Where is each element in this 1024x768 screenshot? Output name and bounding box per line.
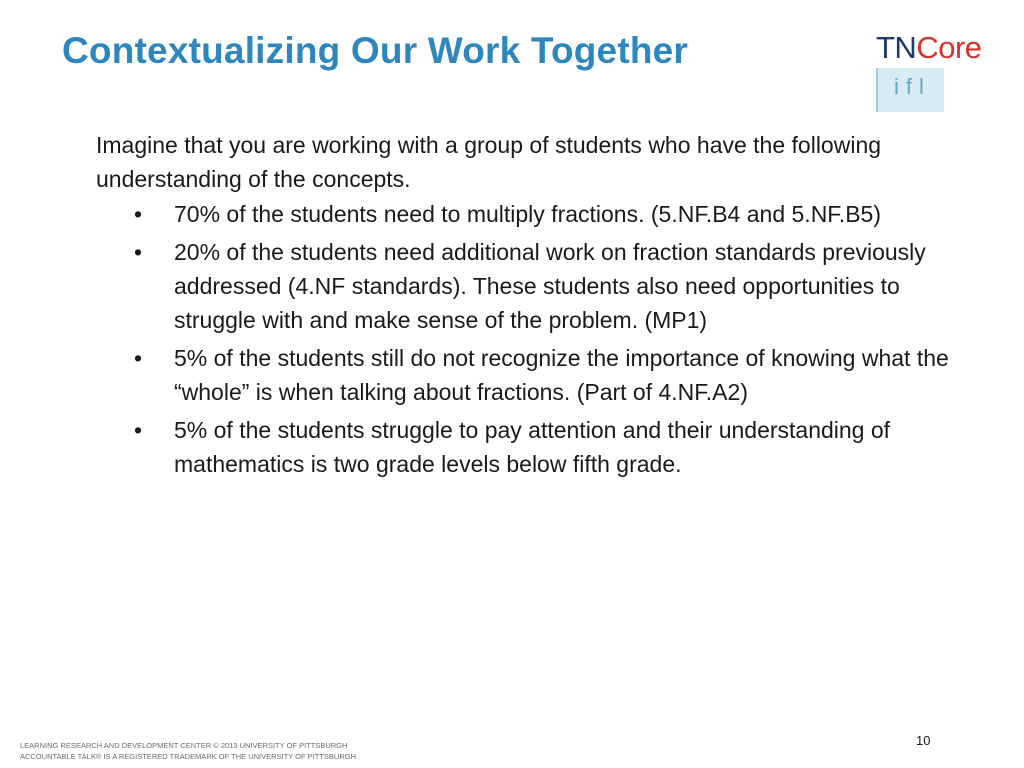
slide-title: Contextualizing Our Work Together [62,30,689,71]
bullet-text: 5% of the students still do not recognize the importance of knowing what the “whole” is when talking about fractions. (Part of 4.NF.A2) [174,345,949,405]
logo-tn-text: TN [876,30,917,65]
bullet-item [96,413,966,481]
bullet-list [96,197,966,481]
bullet-icon: • [134,239,143,265]
bullet-item [96,235,966,337]
logo-ifl-text: ifl [894,74,931,99]
tncore-ifl-logo [872,30,1012,122]
intro-paragraph: Imagine that you are working with a group of students who have the following understanding of the concepts. [96,132,882,192]
bullet-icon: • [134,201,143,227]
logo-core-text: Core [916,30,982,65]
bullet-icon: • [134,345,143,371]
ifl-badge [876,68,944,112]
copyright-footer [20,740,356,762]
bullet-text: 5% of the students struggle to pay attention and their understanding of mathematics is two grade levels below fifth grade. [174,417,891,477]
page-number: 10 [916,733,931,748]
footer-line-2: ACCOUNTABLE TALK® IS A REGISTERED TRADEMARK OF THE UNIVERSITY OF PITTSBURGH [20,752,357,761]
slide-body [96,128,966,485]
bullet-item [96,197,966,231]
tncore-wordmark [876,30,982,66]
bullet-text: 70% of the students need to multiply fractions. (5.NF.B4 and 5.NF.B5) [174,201,881,227]
footer-line-1: LEARNING RESEARCH AND DEVELOPMENT CENTER © 2013 UNIVERSITY OF PITTSBURGH [20,741,348,750]
bullet-item [96,341,966,409]
bullet-text: 20% of the students need additional work on fraction standards previously addressed (4.NF standards). These students also need opportunities to struggle with and make sense of the problem. (MP1) [174,239,926,333]
bullet-icon: • [134,417,143,443]
